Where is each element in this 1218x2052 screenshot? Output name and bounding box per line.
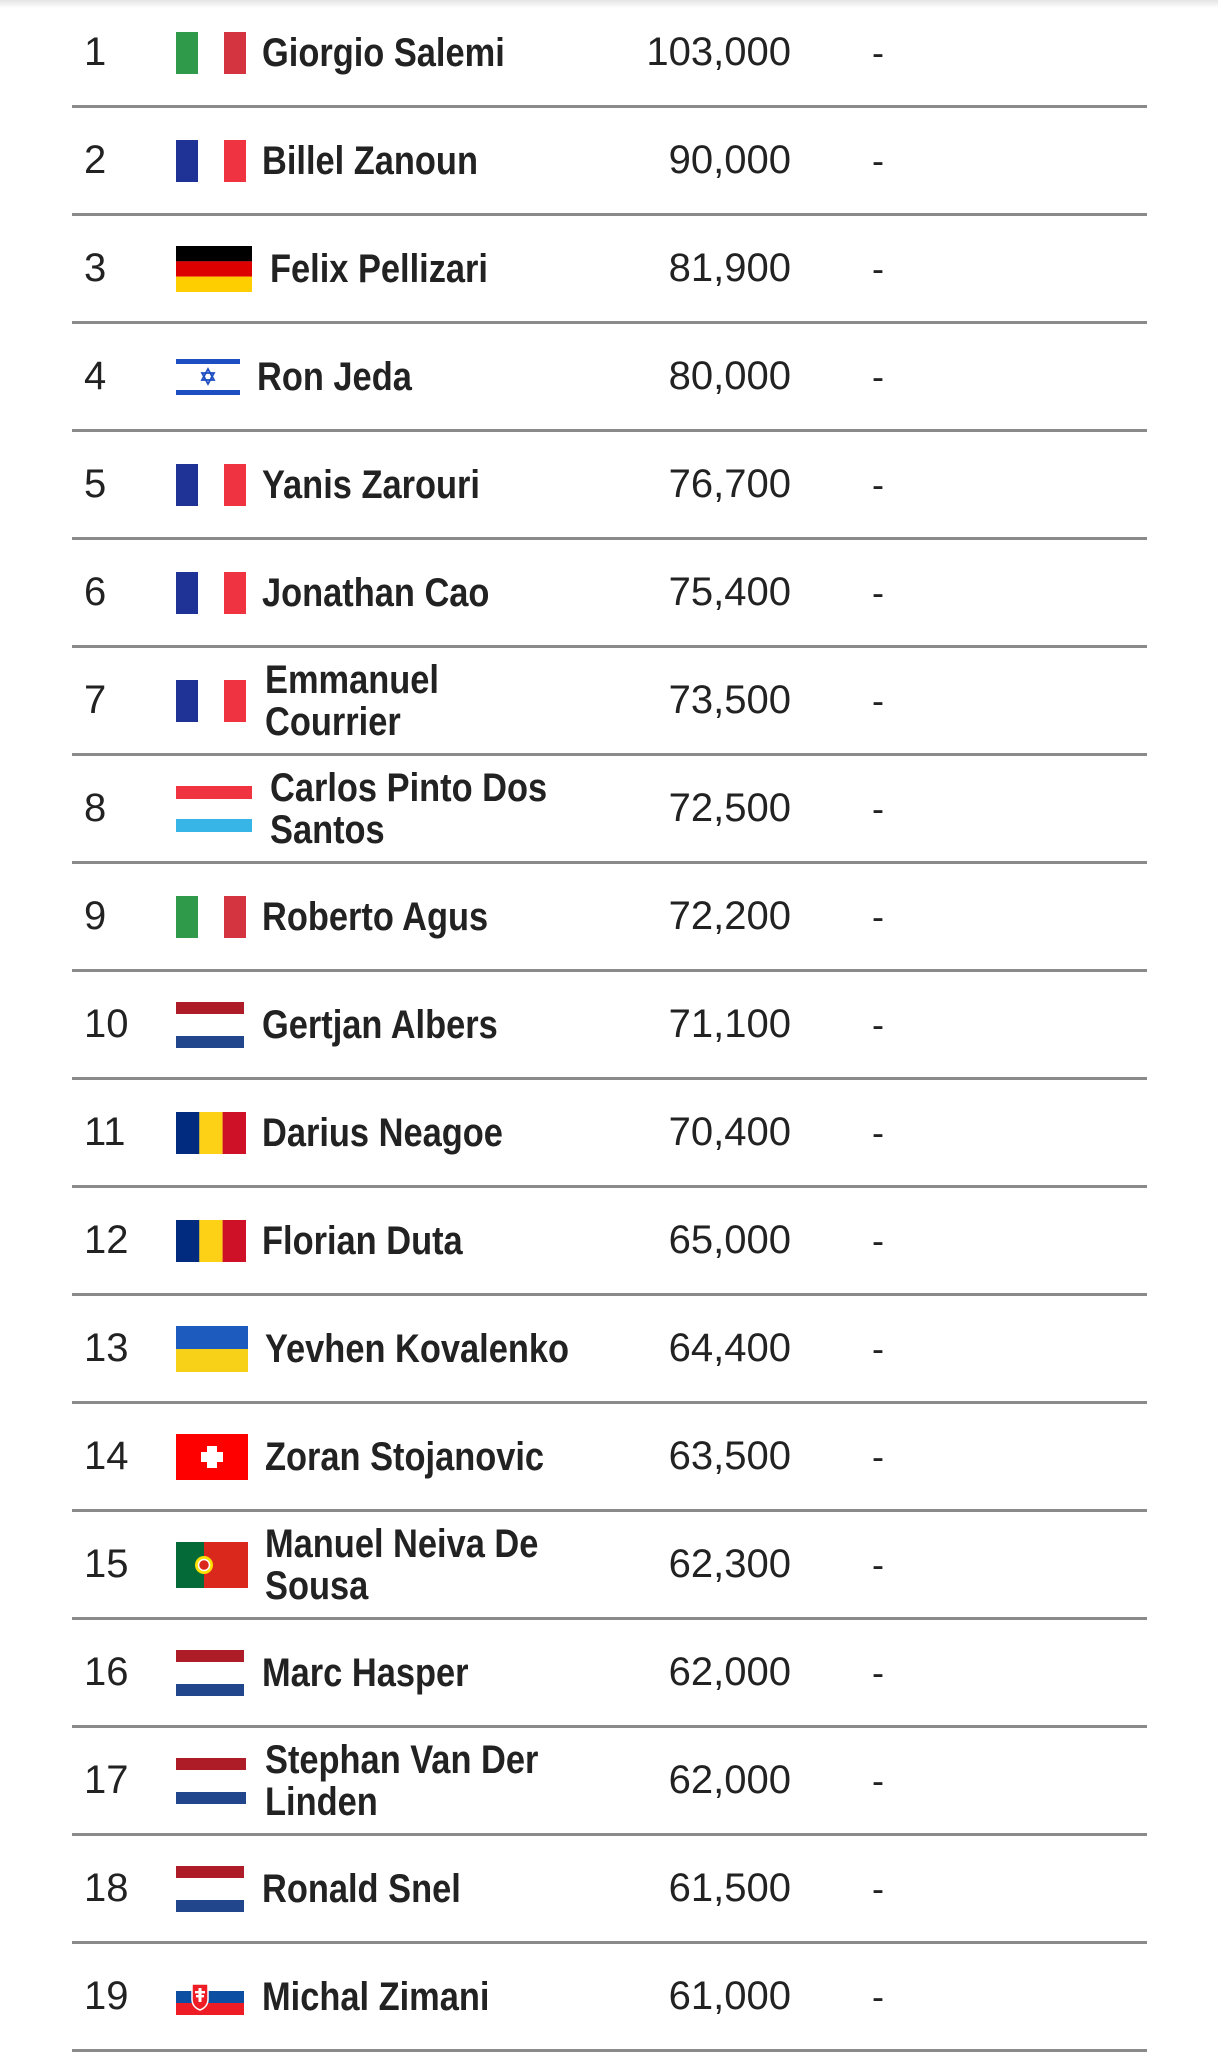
- rank-cell: 13: [84, 1326, 129, 1370]
- points-cell: 62,000: [668, 1650, 791, 1694]
- table-row[interactable]: [72, 216, 1147, 324]
- rank-cell: 5: [84, 462, 107, 506]
- rank-cell: 16: [84, 1650, 129, 1694]
- points-cell: 76,700: [668, 462, 791, 506]
- rank-cell: 14: [84, 1434, 129, 1478]
- points-cell: 62,000: [668, 1758, 791, 1802]
- rank-cell: 10: [84, 1002, 129, 1046]
- change-cell: -: [872, 1328, 884, 1369]
- israel-flag-icon: [176, 356, 240, 398]
- table-row[interactable]: [72, 1404, 1147, 1512]
- france-flag-icon: [176, 464, 246, 506]
- rank-cell: 17: [84, 1758, 129, 1802]
- change-cell: -: [872, 140, 884, 181]
- points-cell: 63,500: [668, 1434, 791, 1478]
- points-cell: 62,300: [668, 1542, 791, 1586]
- table-row[interactable]: [72, 1944, 1147, 2052]
- rank-cell: 9: [84, 894, 107, 938]
- player-name: Darius Neagoe: [262, 1110, 503, 1155]
- player-name: Stephan Van Der Linden: [265, 1737, 539, 1824]
- player-name: Manuel Neiva De Sousa: [265, 1521, 539, 1608]
- rank-cell: 11: [84, 1110, 126, 1154]
- change-cell: -: [872, 356, 884, 397]
- points-cell: 75,400: [668, 570, 791, 614]
- rank-cell: 8: [84, 786, 107, 830]
- change-cell: -: [872, 1004, 884, 1045]
- table-row[interactable]: [72, 1512, 1147, 1620]
- points-cell: 73,500: [668, 678, 791, 722]
- rank-cell: 1: [84, 30, 107, 74]
- change-cell: -: [872, 680, 884, 721]
- change-cell: -: [872, 32, 884, 73]
- player-name: Billel Zanoun: [262, 138, 478, 183]
- rank-cell: 6: [84, 570, 107, 614]
- switzerland-flag-icon: [176, 1434, 248, 1480]
- table-row[interactable]: [72, 108, 1147, 216]
- ranking-table: [72, 0, 1147, 2052]
- change-cell: -: [872, 1544, 884, 1585]
- table-row[interactable]: [72, 972, 1147, 1080]
- points-cell: 61,000: [668, 1974, 791, 2018]
- table-row[interactable]: [72, 1188, 1147, 1296]
- rank-cell: 4: [84, 354, 107, 398]
- italy-flag-icon: [176, 896, 246, 938]
- change-cell: -: [872, 1436, 884, 1477]
- player-name: Florian Duta: [262, 1218, 463, 1263]
- romania-flag-icon: [176, 1112, 246, 1154]
- table-row[interactable]: [72, 648, 1147, 756]
- points-cell: 65,000: [668, 1218, 791, 1262]
- rank-cell: 7: [84, 678, 107, 722]
- rank-cell: 18: [84, 1866, 129, 1910]
- table-row[interactable]: [72, 1836, 1147, 1944]
- player-name: Zoran Stojanovic: [265, 1434, 545, 1479]
- change-cell: -: [872, 1760, 884, 1801]
- netherlands-flag-icon: [176, 1758, 246, 1804]
- netherlands-flag-icon: [176, 1650, 244, 1696]
- change-cell: -: [872, 1112, 884, 1153]
- table-row[interactable]: [72, 1728, 1147, 1836]
- netherlands-flag-icon: [176, 1002, 244, 1048]
- rank-cell: 12: [84, 1218, 129, 1262]
- change-cell: -: [872, 1976, 884, 2017]
- ukraine-flag-icon: [176, 1326, 248, 1372]
- player-name: Felix Pellizari: [270, 246, 488, 291]
- table-row[interactable]: [72, 864, 1147, 972]
- player-name: Yanis Zarouri: [262, 462, 480, 507]
- table-row[interactable]: [72, 0, 1147, 108]
- table-row[interactable]: [72, 432, 1147, 540]
- change-cell: -: [872, 1220, 884, 1261]
- table-row[interactable]: [72, 324, 1147, 432]
- player-name: Ronald Snel: [262, 1866, 461, 1911]
- player-name: Jonathan Cao: [262, 570, 490, 615]
- points-cell: 64,400: [668, 1326, 791, 1370]
- player-name: Carlos Pinto Dos Santos: [270, 765, 548, 852]
- points-cell: 71,100: [668, 1002, 791, 1046]
- table-row[interactable]: [72, 540, 1147, 648]
- portugal-flag-icon: [176, 1542, 248, 1588]
- italy-flag-icon: [176, 32, 246, 74]
- france-flag-icon: [176, 572, 246, 614]
- player-name: Michal Zimani: [262, 1974, 490, 2019]
- table-row[interactable]: [72, 1296, 1147, 1404]
- player-name: Emmanuel Courrier: [265, 657, 439, 744]
- player-name: Gertjan Albers: [262, 1002, 498, 1047]
- player-name: Ron Jeda: [257, 354, 412, 399]
- points-cell: 81,900: [668, 246, 791, 290]
- player-name: Yevhen Kovalenko: [265, 1326, 569, 1371]
- change-cell: -: [872, 788, 884, 829]
- france-flag-icon: [176, 680, 246, 722]
- romania-flag-icon: [176, 1220, 246, 1262]
- germany-flag-icon: [176, 246, 252, 292]
- luxembourg-flag-icon: [176, 786, 252, 832]
- change-cell: -: [872, 464, 884, 505]
- change-cell: -: [872, 1652, 884, 1693]
- change-cell: -: [872, 248, 884, 289]
- player-name: Giorgio Salemi: [262, 30, 505, 75]
- points-cell: 90,000: [668, 138, 791, 182]
- france-flag-icon: [176, 140, 246, 182]
- table-row[interactable]: [72, 1080, 1147, 1188]
- netherlands-flag-icon: [176, 1866, 244, 1912]
- rank-cell: 3: [84, 246, 107, 290]
- points-cell: 70,400: [668, 1110, 791, 1154]
- player-name: Roberto Agus: [262, 894, 489, 939]
- points-cell: 72,200: [668, 894, 791, 938]
- change-cell: -: [872, 572, 884, 613]
- points-cell: 72,500: [668, 786, 791, 830]
- rank-cell: 2: [84, 138, 107, 182]
- slovakia-flag-icon: [176, 1979, 244, 2015]
- table-row[interactable]: [72, 1620, 1147, 1728]
- change-cell: -: [872, 896, 884, 937]
- table-row[interactable]: [72, 756, 1147, 864]
- rank-cell: 19: [84, 1974, 129, 2018]
- points-cell: 61,500: [668, 1866, 791, 1910]
- rank-cell: 15: [84, 1542, 129, 1586]
- points-cell: 103,000: [646, 30, 791, 74]
- player-name: Marc Hasper: [262, 1650, 469, 1695]
- change-cell: -: [872, 1868, 884, 1909]
- points-cell: 80,000: [668, 354, 791, 398]
